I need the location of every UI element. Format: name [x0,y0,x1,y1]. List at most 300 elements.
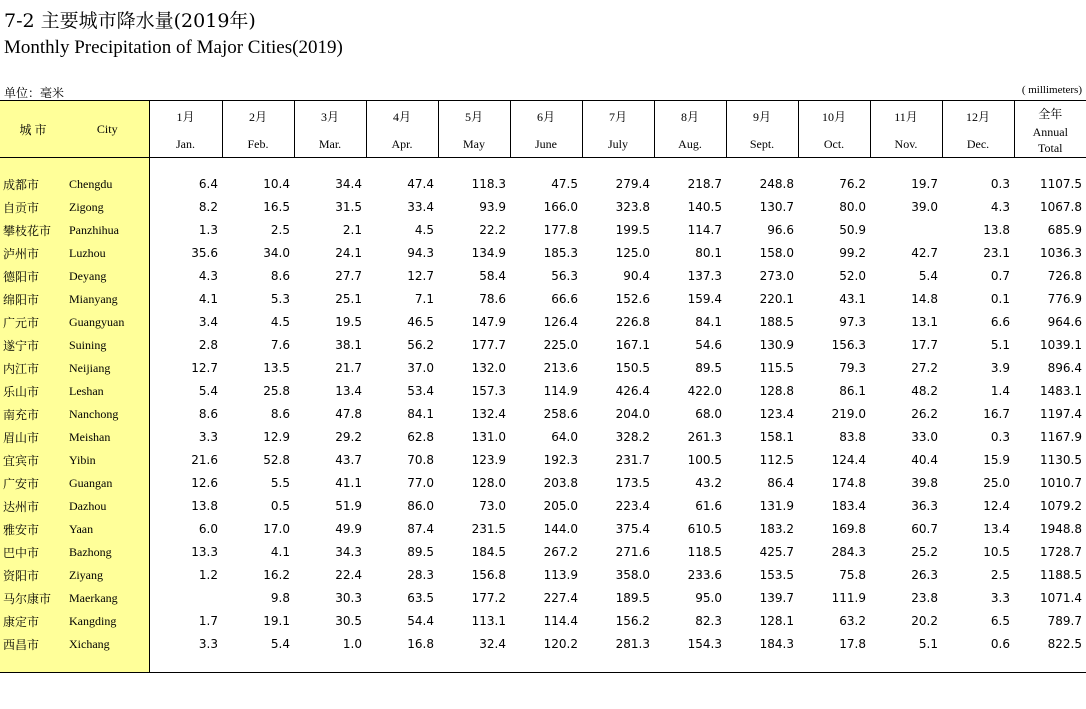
month-value: 158.0 [759,246,794,260]
month-value: 27.2 [911,361,938,375]
month-value: 80.0 [839,200,866,214]
month-value: 47.5 [551,177,578,191]
month-value: 4.5 [270,315,290,329]
month-value: 124.4 [831,453,866,467]
month-value: 42.7 [911,246,938,260]
month-value: 225.0 [543,338,578,352]
month-value: 20.2 [911,614,938,628]
month-value: 183.4 [831,499,866,513]
header-month: 9月 Sept. [726,101,798,158]
city-name-en: Maerkang [66,587,149,610]
month-value: 31.5 [335,200,362,214]
city-name-en: Yaan [66,518,149,541]
month-value: 131.9 [759,499,794,513]
month-value: 19.7 [911,177,938,191]
month-value: 43.7 [335,453,362,467]
month-value: 281.3 [615,637,650,651]
month-value: 24.1 [335,246,362,260]
month-value: 169.8 [831,522,866,536]
month-value: 16.2 [263,568,290,582]
annual-total-value: 1188.5 [1040,568,1082,582]
month-value: 39.8 [911,476,938,490]
month-value: 323.8 [615,200,650,214]
month-value: 8.6 [270,407,290,421]
month-value: 192.3 [543,453,578,467]
header-month: 4月 Apr. [366,101,438,158]
annual-total-value: 726.8 [1047,269,1082,283]
table-body [0,158,1086,673]
annual-total-value: 1167.9 [1040,430,1082,444]
month-value: 47.4 [407,177,434,191]
city-name-en: Ziyang [66,564,149,587]
month-value: 22.2 [479,223,506,237]
header-annual-total: 全年 Annual Total [1014,101,1086,158]
month-value: 3.3 [198,637,218,651]
month-value: 1.0 [342,637,362,651]
month-value: 5.1 [918,637,938,651]
annual-total-value: 822.5 [1047,637,1082,651]
month-value: 213.6 [543,361,578,375]
month-value: 113.9 [543,568,578,582]
month-value [870,219,942,242]
city-name-en: Bazhong [66,541,149,564]
month-value: 139.7 [759,591,794,605]
month-value: 111.9 [831,591,866,605]
month-value: 41.1 [335,476,362,490]
month-value: 62.8 [407,430,434,444]
month-value: 89.5 [695,361,722,375]
month-value: 17.0 [263,522,290,536]
table-row [0,564,1086,587]
page-title-en: Monthly Precipitation of Major Cities(2019) [4,37,343,58]
month-value: 49.9 [335,522,362,536]
city-name-cn: 自贡市 [0,196,66,219]
annual-total-value: 1728.7 [1040,545,1082,559]
month-value: 13.4 [335,384,362,398]
month-value: 13.4 [983,522,1010,536]
month-value: 78.6 [479,292,506,306]
month-value: 35.6 [191,246,218,260]
city-name-en: Nanchong [66,403,149,426]
month-value: 130.9 [759,338,794,352]
month-value: 36.3 [911,499,938,513]
month-value: 7.6 [270,338,290,352]
month-value: 50.9 [839,223,866,237]
month-value: 0.7 [990,269,1010,283]
table-row [0,541,1086,564]
month-value: 248.8 [759,177,794,191]
month-value: 13.5 [263,361,290,375]
month-value: 114.9 [543,384,578,398]
month-value: 130.7 [759,200,794,214]
month-value: 56.3 [551,269,578,283]
month-value: 6.6 [990,315,1010,329]
month-value: 375.4 [615,522,650,536]
month-value: 86.0 [407,499,434,513]
month-value: 63.2 [839,614,866,628]
header-month: 12月 Dec. [942,101,1014,158]
header-month: 7月 July [582,101,654,158]
month-value: 1.3 [198,223,218,237]
header-month: 5月 May [438,101,510,158]
month-value: 226.8 [615,315,650,329]
month-value: 159.4 [687,292,722,306]
city-name-cn: 达州市 [0,495,66,518]
month-value: 150.5 [615,361,650,375]
month-value: 271.6 [615,545,650,559]
table-row [0,380,1086,403]
header-month: 8月 Aug. [654,101,726,158]
month-value: 26.3 [911,568,938,582]
table-row [0,265,1086,288]
table-row [0,633,1086,656]
month-value: 4.5 [414,223,434,237]
month-value: 86.4 [767,476,794,490]
month-value: 144.0 [543,522,578,536]
month-value: 0.1 [990,292,1010,306]
month-value: 12.7 [191,361,218,375]
month-value: 279.4 [615,177,650,191]
header-month: 11月 Nov. [870,101,942,158]
month-value: 29.2 [335,430,362,444]
annual-total-value: 685.9 [1047,223,1082,237]
month-value: 12.9 [263,430,290,444]
month-value: 99.2 [839,246,866,260]
city-name-en: Guangan [66,472,149,495]
month-value: 425.7 [759,545,794,559]
unit-label-cn: 单位：毫米 [4,86,65,100]
month-value: 0.3 [990,177,1010,191]
month-value: 96.6 [767,223,794,237]
table-row [0,426,1086,449]
month-value: 25.0 [983,476,1010,490]
month-value: 174.8 [831,476,866,490]
table-row [0,196,1086,219]
month-value: 5.4 [198,384,218,398]
month-value: 5.5 [270,476,290,490]
month-value: 261.3 [687,430,722,444]
month-value: 51.9 [335,499,362,513]
month-value: 112.5 [759,453,794,467]
city-name-cn: 泸州市 [0,242,66,265]
month-value: 54.6 [695,338,722,352]
month-value: 154.3 [687,637,722,651]
month-value: 34.3 [335,545,362,559]
city-name-cn: 眉山市 [0,426,66,449]
month-value: 76.2 [839,177,866,191]
month-value: 33.0 [911,430,938,444]
city-name-en: Deyang [66,265,149,288]
month-value: 33.4 [407,200,434,214]
month-value: 100.5 [687,453,722,467]
month-value: 17.7 [911,338,938,352]
month-value: 89.5 [407,545,434,559]
annual-total-value: 1948.8 [1040,522,1082,536]
city-name-cn: 雅安市 [0,518,66,541]
month-value: 77.0 [407,476,434,490]
month-value: 118.5 [687,545,722,559]
month-value: 218.7 [687,177,722,191]
month-value: 86.1 [839,384,866,398]
month-value: 21.6 [191,453,218,467]
city-name-cn: 巴中市 [0,541,66,564]
month-value: 8.6 [198,407,218,421]
month-value: 227.4 [543,591,578,605]
month-value: 2.8 [198,338,218,352]
header-city-cn: 城 市 [0,101,66,158]
city-name-en: Dazhou [66,495,149,518]
month-value: 199.5 [615,223,650,237]
month-value: 82.3 [695,614,722,628]
header-city-en: City [66,101,149,158]
annual-total-value: 1036.3 [1040,246,1082,260]
month-value: 10.4 [263,177,290,191]
city-name-cn: 马尔康市 [0,587,66,610]
month-value: 231.7 [615,453,650,467]
annual-total-value: 1197.4 [1040,407,1082,421]
month-value: 58.4 [479,269,506,283]
month-value: 12.7 [407,269,434,283]
month-value: 4.3 [198,269,218,283]
month-value: 43.2 [695,476,722,490]
month-value: 13.3 [191,545,218,559]
month-value: 156.8 [471,568,506,582]
month-value: 79.3 [839,361,866,375]
month-value: 8.6 [270,269,290,283]
table-row [0,357,1086,380]
month-value: 328.2 [615,430,650,444]
month-value: 13.1 [911,315,938,329]
month-value: 123.9 [471,453,506,467]
month-value: 1.4 [990,384,1010,398]
month-value: 147.9 [471,315,506,329]
month-value: 422.0 [687,384,722,398]
city-name-en: Meishan [66,426,149,449]
month-value: 358.0 [615,568,650,582]
month-value: 27.7 [335,269,362,283]
month-value: 34.0 [263,246,290,260]
month-value: 273.0 [759,269,794,283]
month-value: 22.4 [335,568,362,582]
month-value: 113.1 [471,614,506,628]
month-value: 12.6 [191,476,218,490]
month-value [149,587,222,610]
month-value: 43.1 [839,292,866,306]
city-name-cn: 内江市 [0,357,66,380]
month-value: 140.5 [687,200,722,214]
month-value: 30.3 [335,591,362,605]
month-value: 52.0 [839,269,866,283]
month-value: 53.4 [407,384,434,398]
month-value: 15.9 [983,453,1010,467]
city-name-en: Panzhihua [66,219,149,242]
city-name-cn: 西昌市 [0,633,66,656]
annual-total-value: 1107.5 [1040,177,1082,191]
month-value: 258.6 [543,407,578,421]
city-name-cn: 康定市 [0,610,66,633]
month-value: 5.4 [270,637,290,651]
month-value: 19.5 [335,315,362,329]
table-row [0,311,1086,334]
city-name-cn: 成都市 [0,173,66,196]
month-value: 5.3 [270,292,290,306]
city-name-en: Luzhou [66,242,149,265]
city-name-en: Yibin [66,449,149,472]
unit-label-en: ( millimeters) [1021,84,1082,96]
city-name-cn: 资阳市 [0,564,66,587]
month-value: 5.1 [990,338,1010,352]
month-value: 132.4 [471,407,506,421]
precipitation-table [0,100,1086,673]
month-value: 126.4 [543,315,578,329]
month-value: 128.8 [759,384,794,398]
month-value: 4.3 [990,200,1010,214]
month-value: 25.8 [263,384,290,398]
month-value: 25.2 [911,545,938,559]
month-value: 87.4 [407,522,434,536]
city-name-en: Leshan [66,380,149,403]
month-value: 219.0 [831,407,866,421]
city-name-cn: 攀枝花市 [0,219,66,242]
month-value: 173.5 [615,476,650,490]
month-value: 80.1 [695,246,722,260]
month-value: 426.4 [615,384,650,398]
month-value: 17.8 [839,637,866,651]
month-value: 2.5 [990,568,1010,582]
month-value: 177.2 [471,591,506,605]
month-value: 30.5 [335,614,362,628]
city-name-en: Kangding [66,610,149,633]
city-name-en: Guangyuan [66,311,149,334]
header-month: 3月 Mar. [294,101,366,158]
month-value: 46.5 [407,315,434,329]
month-value: 184.5 [471,545,506,559]
month-value: 152.6 [615,292,650,306]
month-value: 188.5 [759,315,794,329]
month-value: 23.1 [983,246,1010,260]
month-value: 23.8 [911,591,938,605]
table-row [0,518,1086,541]
city-name-en: Neijiang [66,357,149,380]
month-value: 7.1 [414,292,434,306]
month-value: 70.8 [407,453,434,467]
month-value: 6.4 [198,177,218,191]
header-month: 2月 Feb. [222,101,294,158]
month-value: 123.4 [759,407,794,421]
month-value: 167.1 [615,338,650,352]
month-value: 61.6 [695,499,722,513]
city-name-cn: 绵阳市 [0,288,66,311]
month-value: 134.9 [471,246,506,260]
month-value: 131.0 [471,430,506,444]
month-value: 95.0 [695,591,722,605]
month-value: 6.0 [198,522,218,536]
month-value: 158.1 [759,430,794,444]
month-value: 64.0 [551,430,578,444]
table-row [0,472,1086,495]
month-value: 0.5 [270,499,290,513]
table-row [0,610,1086,633]
city-name-en: Zigong [66,196,149,219]
header-month: 10月 Oct. [798,101,870,158]
month-value: 231.5 [471,522,506,536]
month-value: 8.2 [198,200,218,214]
month-value: 39.0 [911,200,938,214]
table-row [0,242,1086,265]
annual-total-value: 1079.2 [1040,499,1082,513]
month-value: 204.0 [615,407,650,421]
month-value: 3.3 [990,591,1010,605]
month-value: 48.2 [911,384,938,398]
spacer-row [0,158,1086,173]
month-value: 16.5 [263,200,290,214]
month-value: 90.4 [623,269,650,283]
month-value: 2.5 [270,223,290,237]
month-value: 13.8 [983,223,1010,237]
annual-total-value: 1483.1 [1040,384,1082,398]
month-value: 0.6 [990,637,1010,651]
month-value: 2.1 [342,223,362,237]
month-value: 26.2 [911,407,938,421]
month-value: 610.5 [687,522,722,536]
table-row [0,219,1086,242]
table-row [0,173,1086,196]
table-row [0,288,1086,311]
header-row [0,101,1086,158]
month-value: 14.8 [911,292,938,306]
month-value: 84.1 [407,407,434,421]
month-value: 16.7 [983,407,1010,421]
annual-total-value: 1010.7 [1040,476,1082,490]
month-value: 66.6 [551,292,578,306]
month-value: 156.2 [615,614,650,628]
table-row [0,334,1086,357]
month-value: 114.7 [687,223,722,237]
city-name-cn: 广安市 [0,472,66,495]
month-value: 9.8 [270,591,290,605]
month-value: 125.0 [615,246,650,260]
month-value: 83.8 [839,430,866,444]
month-value: 21.7 [335,361,362,375]
table-row [0,587,1086,610]
city-name-en: Suining [66,334,149,357]
city-name-en: Xichang [66,633,149,656]
month-value: 220.1 [759,292,794,306]
month-value: 93.9 [479,200,506,214]
month-value: 114.4 [543,614,578,628]
month-value: 4.1 [270,545,290,559]
month-value: 156.3 [831,338,866,352]
city-name-cn: 南充市 [0,403,66,426]
month-value: 205.0 [543,499,578,513]
month-value: 47.8 [335,407,362,421]
month-value: 19.1 [263,614,290,628]
month-value: 0.3 [990,430,1010,444]
month-value: 183.2 [759,522,794,536]
month-value: 223.4 [615,499,650,513]
month-value: 13.8 [191,499,218,513]
month-value: 128.1 [759,614,794,628]
month-value: 94.3 [407,246,434,260]
month-value: 40.4 [911,453,938,467]
month-value: 233.6 [687,568,722,582]
month-value: 12.4 [983,499,1010,513]
month-value: 4.1 [198,292,218,306]
month-value: 37.0 [407,361,434,375]
month-value: 60.7 [911,522,938,536]
month-value: 38.1 [335,338,362,352]
month-value: 75.8 [839,568,866,582]
